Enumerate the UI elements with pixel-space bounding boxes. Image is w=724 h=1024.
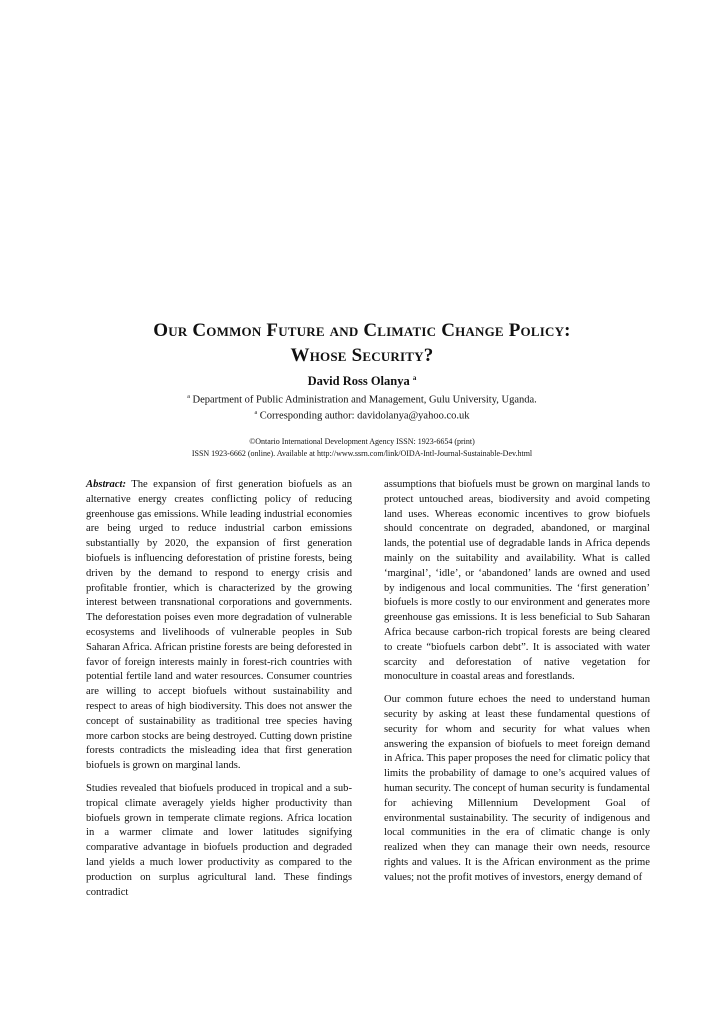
- author-line: [60, 374, 664, 389]
- right-column: [384, 478, 650, 894]
- affiliation-superscript: a: [254, 410, 258, 416]
- affiliation-superscript: a: [187, 394, 190, 400]
- author-superscript: a: [412, 374, 417, 382]
- issn-print-line: ©Ontario International Development Agency ISSN: 1923-6654 (print): [249, 437, 475, 446]
- affiliation-text: Department of Public Administration and Management, Gulu University, Uganda.: [192, 394, 537, 406]
- paper-title: [60, 318, 664, 368]
- affiliation-line: [60, 391, 664, 407]
- abstract-label: Abstract:: [86, 479, 127, 490]
- body-paragraph: Studies revealed that biofuels produced in tropical and a sub-tropical climate averagely yields higher productivity than biofuels grown in temperate climate regions. Africa location in a warmer climate and lower latitudes signifying comparative advantage in biofuels production and degraded land yields a much lower productivity as compared to the production on surplus agricultural land. These findings contradict: [86, 782, 352, 898]
- author-name: David Ross Olanya: [307, 374, 410, 389]
- left-column: [86, 478, 352, 908]
- body-paragraph: Our common future echoes the need to understand human security by asking at least these fundamental questions of security for whom and security for what values when answering the expansion of biofuels to meet foreign demand in Africa. This paper proposes the need for climatic policy that limits the probability of damage to one’s acquired values of human security. The concept of human security is fundamental for achieving Millennium Development Goal of environmental sustainability. The security of indigenous and local communities in the era of climatic change is only realized when they can manage their own needs, resource rights and values. It is the African environment as the prime values; not the profit motives of investors, energy demand of: [384, 694, 650, 883]
- abstract-paragraph: [86, 478, 352, 774]
- corresponding-author-line: [60, 407, 664, 423]
- issn-online-line: ISSN 1923-6662 (online). Available at http://www.ssrn.com/link/OIDA-Intl-Journal-Sustainable-Dev.html: [191, 449, 533, 458]
- issn-block: [60, 436, 664, 460]
- title-line-1: Our Common Future and Climatic Change Policy:: [153, 320, 571, 341]
- body-paragraph: assumptions that biofuels must be grown on marginal lands to protect untouched areas, biodiversity and avoid competing land uses. Whereas economic incentives to grow biofuels should concentrate on degraded, abandoned, or marginal lands, the potential use of degradable lands in Africa depends mainly on the suitability and availability. What is called ‘marginal’, ‘idle’, or ‘abandoned’ lands are owned and used by indigenous and local communities. The ‘first generation’ biofuels is more costly to our environment and generates more greenhouse gas emissions. It is less beneficial to Sub Saharan Africa because carbon-rich tropical forests are being cleared to create “biofuels carbon debt”. It is associated with water scarcity and deforestation of native vegetation for monoculture in coastal areas and forestlands.: [384, 479, 650, 683]
- affiliations: [60, 391, 664, 423]
- corresponding-author-text: Corresponding author: davidolanya@yahoo.co.uk: [259, 410, 470, 422]
- title-line-2: Whose Security?: [290, 345, 434, 366]
- abstract-text: The expansion of first generation biofuels as an alternative energy creates conflicting policy of reducing greenhouse gas emissions. While leading industrial economies are being urged to reduce industrial carbon emissions substantially by 2020, the expansion of first generation biofuels is influencing deforestation of pristine forests, being driven by the demand to respond to energy crisis and profitable frontier, which is characterized by the growing interest between transnational corporations and governments. The deforestation poises even more degradation of vulnerable ecosystems and livelihoods of vulnerable peoples in Sub Saharan Africa. African pristine forests are being deforested in favor of foreign interests mainly in forest-rich countries with potential fertile land and water resources. Consumer countries are willing to accept biofuels without sustainability and respect to areas of high biodiversity. This does not answer the concept of sustainability as traditional tree species having more carbon stocks are being destroyed. Cutting down pristine forests contradicts the misleading idea that first generation biofuels is grown on marginal lands.: [86, 479, 353, 772]
